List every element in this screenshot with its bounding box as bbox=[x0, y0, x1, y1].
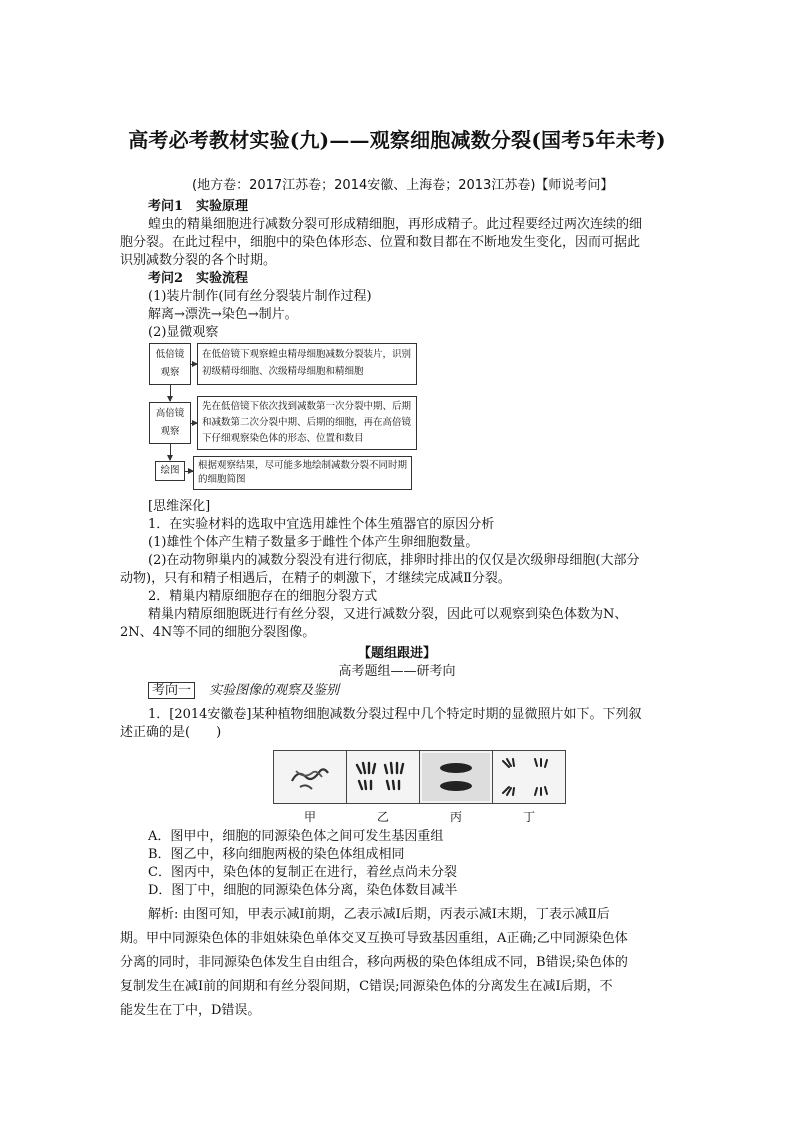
draw-text: 根据观察结果，尽可能多地绘制减数分裂不同时期 bbox=[198, 460, 408, 471]
follow-subheading: 高考题组——研考向 bbox=[338, 664, 456, 679]
draw-label-box bbox=[155, 461, 185, 481]
analysis-line: 分离的同时，非同源染色体发生自由组合，移向两极的染色体组成不同，B错误;染色体的 bbox=[120, 955, 628, 970]
draw-text-box bbox=[193, 456, 412, 490]
option-d: D．图丁中，细胞的同源染色体分离，染色体数目减半 bbox=[148, 883, 458, 898]
draw-text-2: 的细胞简图 bbox=[198, 474, 246, 485]
option-c: C．图丙中，染色体的复制正在进行，着丝点尚未分裂 bbox=[148, 865, 457, 880]
arrow-down bbox=[170, 444, 171, 460]
question-stem: 1．[2014安徽卷]某种植物细胞减数分裂过程中几个特定时期的显微照片如下。下列叙 bbox=[148, 707, 642, 722]
q2-step1: (1)装片制作(同有丝分裂装片制作过程) bbox=[148, 289, 372, 304]
page-title: 高考必考教材实验(九)——观察细胞减数分裂(国考5年未考) bbox=[128, 128, 666, 152]
q2-step1-flow: 解离→漂洗→染色→制片。 bbox=[148, 307, 298, 322]
analysis-line: 解析: 由图可知，甲表示减Ⅰ前期，乙表示减Ⅰ后期，丙表示减Ⅰ末期，丁表示减Ⅱ后 bbox=[148, 907, 610, 922]
source-line: (地方卷：2017江苏卷；2014安徽、上海卷；2013江苏卷)【师说考问】 bbox=[192, 178, 614, 193]
low-power-text-2: 初级精母细胞、次级精母细胞和精细胞 bbox=[202, 366, 364, 377]
micrograph-image bbox=[273, 750, 347, 804]
high-power-label-box bbox=[149, 402, 191, 444]
q1-paragraph-line: 蝗虫的精巢细胞进行减数分裂可形成精细胞，再形成精子。此过程要经过两次连续的细 bbox=[148, 217, 643, 232]
deep-item: 1．在实验材料的选取中宜选用雄性个体生殖器官的原因分析 bbox=[148, 517, 495, 532]
high-power-text-3: 下仔细观察染色体的形态、位置和数目 bbox=[202, 433, 364, 444]
low-power-text: 在低倍镜下观察蝗虫精母细胞减数分裂装片，识别 bbox=[202, 349, 412, 360]
arrow-down bbox=[170, 385, 171, 401]
analysis-line: 期。甲中同源染色体的非姐妹染色单体交叉互换可导致基因重组，A正确;乙中同源染色体 bbox=[120, 931, 628, 946]
deep-item: (2)在动物卵巢内的减数分裂没有进行彻底，排卵时排出的仅仅是次级卵母细胞(大部分 bbox=[148, 553, 640, 568]
high-power-text: 先在低倍镜下依次找到减数第一次分裂中期、后期 bbox=[202, 401, 412, 412]
topic-text: 实验图像的观察及鉴别 bbox=[209, 683, 340, 698]
high-power-text-2: 和减数第二次分裂中期、后期的细胞，再在高倍镜 bbox=[202, 417, 412, 428]
micrograph-image bbox=[346, 750, 420, 804]
low-power-label: 低倍镜 bbox=[155, 349, 185, 360]
deep-item: 动物)，只有和精子相遇后，在精子的刺激下，才继续完成减Ⅱ分裂。 bbox=[120, 571, 511, 586]
q2-step2: (2)显微观察 bbox=[148, 325, 219, 340]
draw-label: 绘图 bbox=[160, 465, 180, 476]
micrograph-image bbox=[492, 750, 566, 804]
low-power-label-box bbox=[149, 343, 191, 385]
topic-row bbox=[148, 682, 339, 700]
option-a: A．图甲中，细胞的同源染色体之间可发生基因重组 bbox=[148, 829, 444, 844]
low-power-text-box bbox=[197, 343, 417, 385]
deep-heading: [思维深化] bbox=[148, 499, 211, 514]
deep-item: (1)雄性个体产生精子数量多于雌性个体产生卵细胞数量。 bbox=[148, 535, 479, 550]
micrograph-label: 丙 bbox=[449, 810, 462, 824]
deep-item: 2．精巢内精原细胞存在的细胞分裂方式 bbox=[148, 589, 378, 604]
low-power-label-2: 观察 bbox=[160, 367, 180, 378]
micrograph-label: 乙 bbox=[376, 810, 389, 824]
q2-heading: 考问2 实验流程 bbox=[148, 271, 249, 286]
deep-item: 精巢内精原细胞既进行有丝分裂，又进行减数分裂，因此可以观察到染色体数为N、 bbox=[148, 607, 628, 622]
analysis-line: 复制发生在减Ⅰ前的间期和有丝分裂间期，C错误;同源染色体的分离发生在减Ⅰ后期，不 bbox=[120, 979, 613, 994]
follow-heading: 【题组跟进】 bbox=[357, 646, 436, 661]
option-b: B．图乙中，移向细胞两极的染色体组成相同 bbox=[148, 847, 405, 862]
arrow-right bbox=[185, 471, 193, 472]
high-power-label: 高倍镜 bbox=[155, 408, 185, 419]
micrograph-label: 丁 bbox=[522, 810, 535, 824]
micrograph-label: 甲 bbox=[303, 810, 316, 824]
micrograph-image bbox=[419, 750, 493, 804]
topic-tag: 考向一 bbox=[148, 682, 195, 699]
question-stem: 述正确的是( ) bbox=[120, 725, 222, 740]
high-power-text-box bbox=[197, 396, 417, 450]
q1-heading: 考问1 实验原理 bbox=[148, 199, 249, 214]
high-power-label-2: 观察 bbox=[160, 426, 180, 437]
deep-item: 2N、4N等不同的细胞分裂图像。 bbox=[120, 625, 316, 640]
analysis-line: 能发生在丁中，D错误。 bbox=[120, 1003, 261, 1018]
q1-paragraph-line: 识别减数分裂的各个时期。 bbox=[120, 253, 277, 268]
q1-paragraph-line: 胞分裂。在此过程中，细胞中的染色体形态、位置和数目都在不断地发生变化，因而可据此 bbox=[120, 235, 641, 250]
